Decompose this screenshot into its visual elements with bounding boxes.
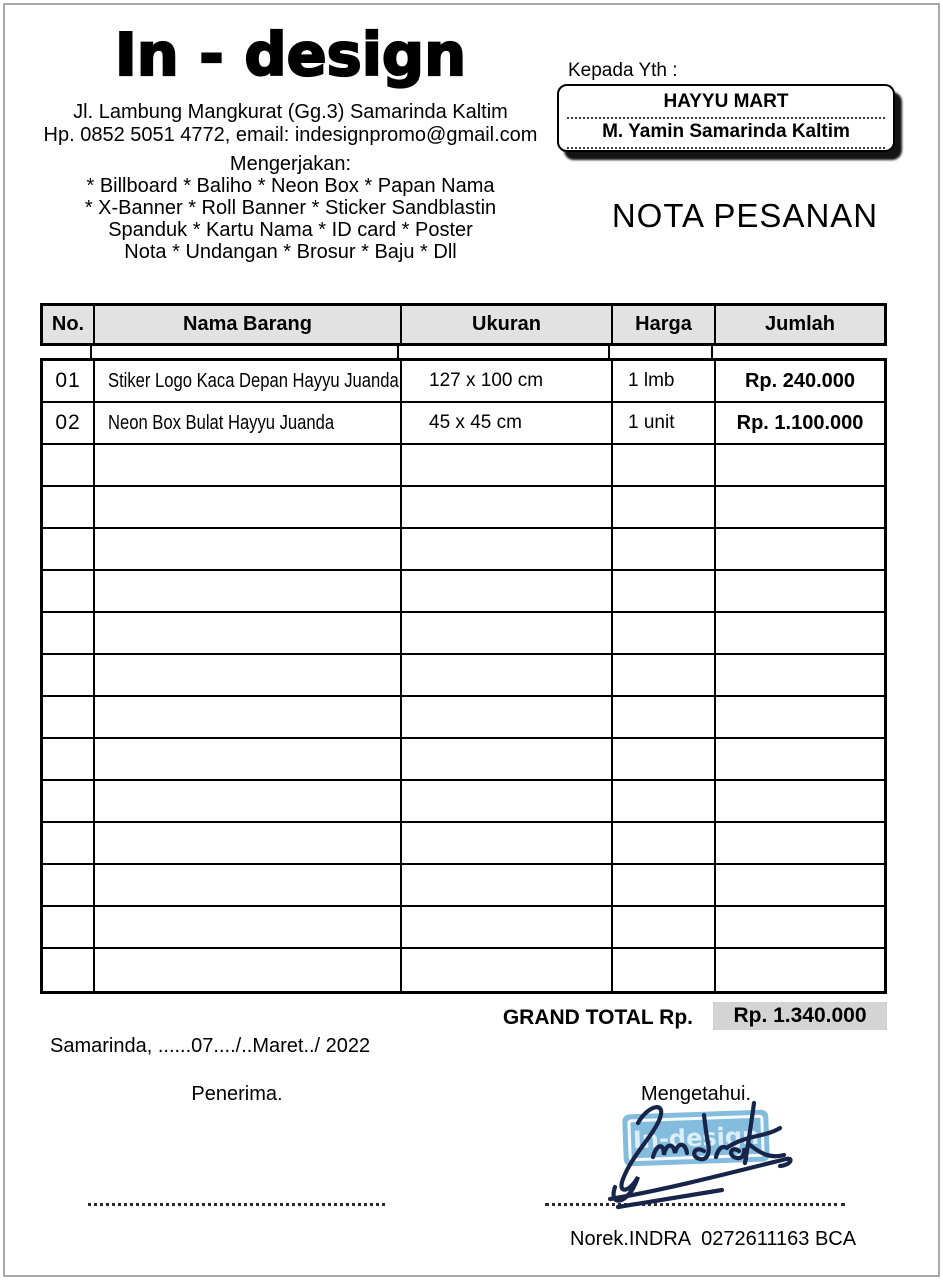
table-row	[43, 823, 884, 865]
table-row	[43, 613, 884, 655]
document-title: NOTA PESANAN	[611, 197, 879, 234]
cell-jumlah	[716, 823, 884, 863]
cell-harga	[613, 781, 716, 821]
cell-jumlah: Rp. 240.000	[744, 369, 856, 392]
cell-jumlah	[716, 487, 884, 527]
cell-nama-barang	[95, 907, 402, 947]
cell-jumlah	[716, 949, 884, 991]
cell-jumlah	[716, 655, 884, 695]
table-row	[43, 739, 884, 781]
cell-nama-barang	[95, 571, 402, 611]
grand-total-value: Rp. 1.340.000	[713, 1002, 887, 1030]
cell-harga	[613, 445, 716, 485]
cell-no	[43, 907, 95, 947]
cell-jumlah	[716, 445, 884, 485]
cell-no	[43, 781, 95, 821]
cell-ukuran	[402, 487, 613, 527]
cell-no	[43, 571, 95, 611]
cell-ukuran	[402, 529, 613, 569]
cell-harga	[613, 571, 716, 611]
gap-col-divider	[40, 346, 92, 358]
table-row	[43, 529, 884, 571]
cell-harga	[613, 823, 716, 863]
services-line-1: * Billboard * Baliho * Neon Box * Papan Nama	[86, 175, 495, 198]
gap-col-divider	[713, 346, 887, 358]
table-row	[43, 361, 884, 403]
cell-harga	[613, 865, 716, 905]
company-header	[38, 20, 543, 264]
gap-col-divider	[399, 346, 610, 358]
table-body	[40, 358, 887, 994]
recipient-label: Kepada Yth :	[568, 60, 678, 81]
cell-nama-barang	[95, 949, 402, 991]
cell-ukuran: 45 x 45 cm	[402, 403, 613, 443]
table-header-row	[40, 303, 887, 346]
item-name-text: Stiker Logo Kaca Depan Hayyu Juanda	[108, 369, 399, 392]
cell-nama-barang	[95, 781, 402, 821]
cell-harga	[613, 739, 716, 779]
cell-nama-barang	[95, 487, 402, 527]
cell-no	[43, 655, 95, 695]
cell-nama-barang	[95, 655, 402, 695]
cell-jumlah	[716, 781, 884, 821]
cell-nama-barang	[95, 529, 402, 569]
table-row	[43, 865, 884, 907]
cell-no: 02	[43, 403, 95, 443]
cell-jumlah	[716, 739, 884, 779]
cell-nama-barang	[95, 613, 402, 653]
cell-ukuran	[402, 571, 613, 611]
order-table	[40, 303, 887, 994]
table-row	[43, 487, 884, 529]
cell-harga	[613, 655, 716, 695]
cell-nama-barang	[95, 865, 402, 905]
cell-jumlah	[716, 571, 884, 611]
gap-col-divider	[610, 346, 713, 358]
cell-jumlah	[716, 865, 884, 905]
cell-harga	[613, 697, 716, 737]
company-contact-line: Hp. 0852 5051 4772, email: indesignpromo@gmail.com	[43, 123, 538, 146]
cell-no	[43, 823, 95, 863]
header-ukuran: Ukuran	[402, 306, 613, 343]
header-no: No.	[43, 306, 95, 343]
cell-nama-barang	[95, 361, 402, 401]
cell-no	[43, 445, 95, 485]
cell-nama-barang	[95, 739, 402, 779]
table-row	[43, 949, 884, 991]
cell-no	[43, 529, 95, 569]
table-row	[43, 907, 884, 949]
cell-ukuran	[402, 865, 613, 905]
header-nama-barang: Nama Barang	[95, 306, 402, 343]
cell-harga	[613, 613, 716, 653]
table-header-gap	[40, 346, 887, 358]
cell-ukuran	[402, 739, 613, 779]
cell-no: 01	[43, 361, 95, 401]
date-line: Samarinda, ......07..../..Maret../ 2022	[50, 1035, 371, 1057]
company-address-line1: Jl. Lambung Mangkurat (Gg.3) Samarinda Kaltim	[73, 100, 508, 123]
item-name-text: Neon Box Bulat Hayyu Juanda	[108, 411, 335, 434]
cell-no	[43, 697, 95, 737]
cell-harga	[613, 529, 716, 569]
cell-jumlah	[716, 529, 884, 569]
cell-no	[43, 613, 95, 653]
services-line-2: * X-Banner * Roll Banner * Sticker Sandblastin	[84, 197, 497, 220]
recipient-box	[557, 84, 895, 152]
cell-no	[43, 487, 95, 527]
cell-jumlah	[716, 697, 884, 737]
cell-jumlah	[716, 613, 884, 653]
signature-ink	[598, 1093, 813, 1213]
header-harga: Harga	[613, 306, 716, 343]
header-jumlah: Jumlah	[764, 313, 836, 335]
recipient-address: M. Yamin Samarinda Kaltim	[567, 120, 885, 149]
cell-ukuran	[402, 781, 613, 821]
cell-ukuran	[402, 445, 613, 485]
cell-jumlah: Rp. 1.100.000	[736, 411, 864, 434]
table-row	[43, 697, 884, 739]
table-row	[43, 571, 884, 613]
recipient-name: HAYYU MART	[567, 90, 885, 119]
receiver-label: Penerima.	[191, 1083, 283, 1105]
cell-harga: 1 lmb	[613, 361, 716, 401]
cell-ukuran	[402, 907, 613, 947]
signature-dotted-line-left	[88, 1203, 385, 1206]
company-logo: In - design	[114, 20, 467, 89]
table-row	[43, 403, 884, 445]
cell-nama-barang	[95, 823, 402, 863]
cell-harga	[613, 487, 716, 527]
cell-ukuran	[402, 613, 613, 653]
services-title: Mengerjakan:	[229, 153, 352, 176]
cell-ukuran	[402, 655, 613, 695]
cell-harga: 1 unit	[613, 403, 716, 443]
cell-nama-barang	[95, 697, 402, 737]
services-line-4: Nota * Undangan * Brosur * Baju * Dll	[124, 241, 457, 264]
company-address	[38, 101, 543, 146]
cell-ukuran	[402, 697, 613, 737]
table-row	[43, 445, 884, 487]
cell-harga	[613, 907, 716, 947]
cell-no	[43, 865, 95, 905]
cell-harga	[613, 949, 716, 991]
cell-nama-barang	[95, 445, 402, 485]
cell-nama-barang	[95, 403, 402, 443]
cell-no	[43, 739, 95, 779]
stamp-text: In-design	[632, 1121, 760, 1155]
gap-col-divider	[92, 346, 399, 358]
cell-ukuran	[402, 823, 613, 863]
approver-label: Mengetahui.	[640, 1083, 752, 1105]
cell-ukuran	[402, 949, 613, 991]
cell-jumlah	[716, 907, 884, 947]
table-row	[43, 781, 884, 823]
table-row	[43, 655, 884, 697]
cell-no	[43, 949, 95, 991]
grand-total-label: GRAND TOTAL Rp.	[502, 1006, 693, 1029]
cell-ukuran: 127 x 100 cm	[402, 361, 613, 401]
bank-account-line: Norek.INDRA 0272611163 BCA	[570, 1228, 857, 1250]
services-line-3: Spanduk * Kartu Nama * ID card * Poster	[108, 219, 473, 242]
